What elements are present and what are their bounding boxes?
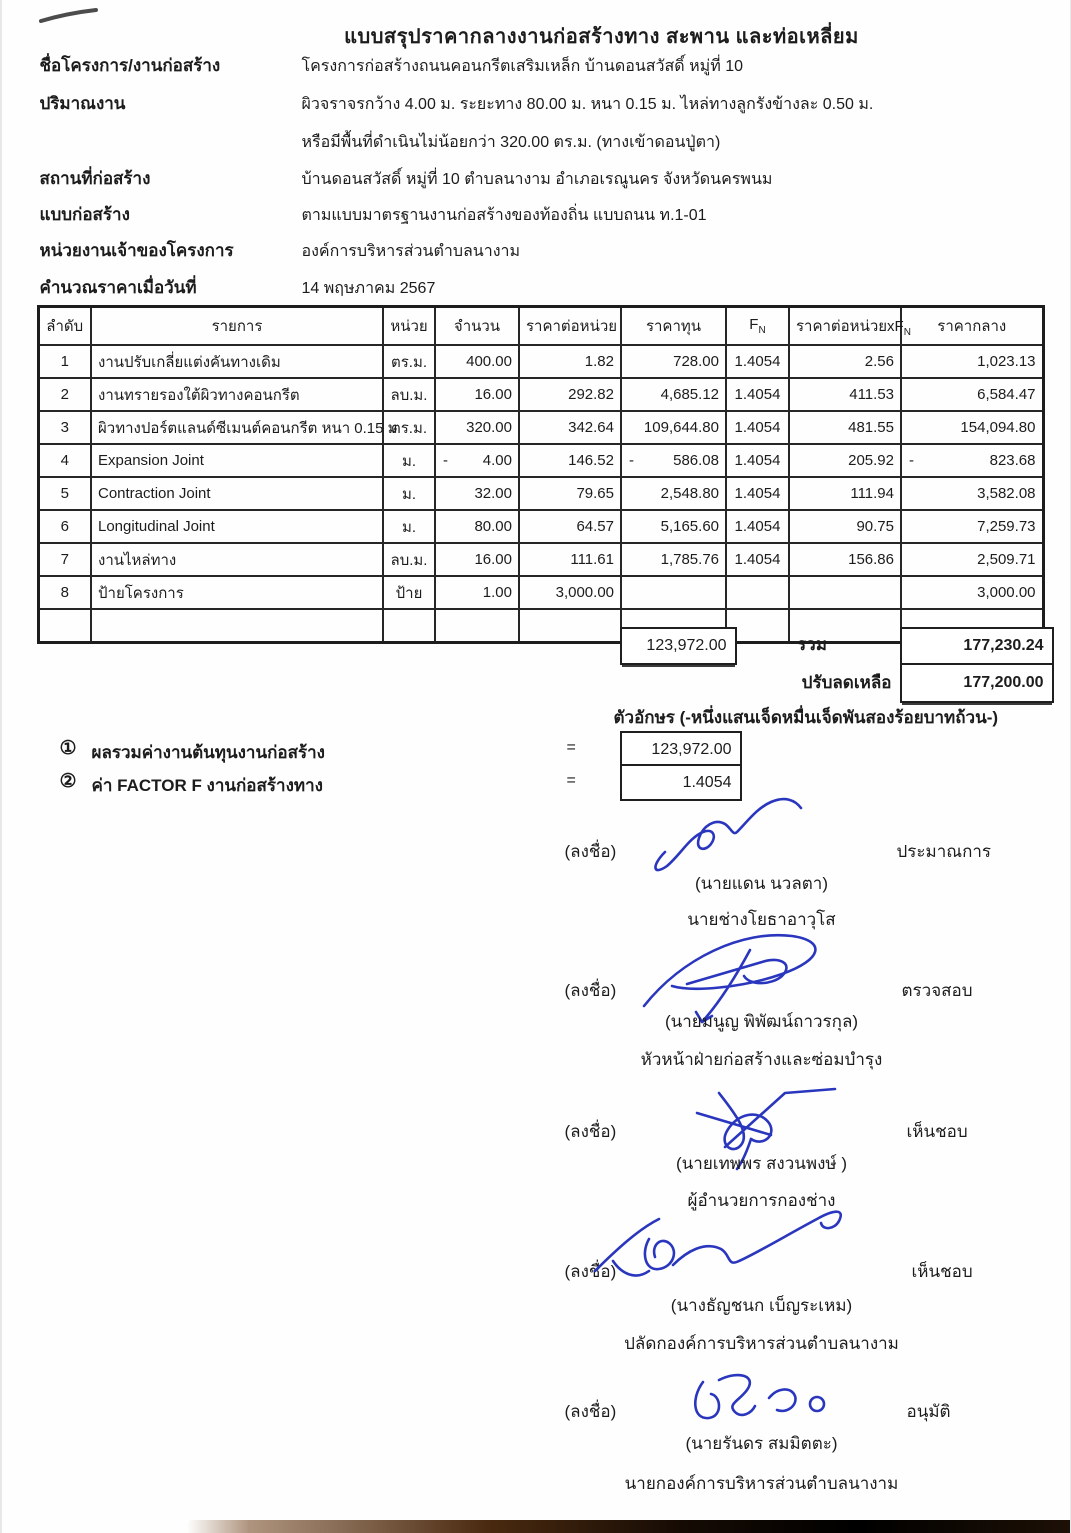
signature-title: หัวหน้าฝ่ายก่อสร้างและซ่อมบำรุง <box>640 1050 883 1069</box>
dash-mark: - <box>629 451 634 469</box>
cell-desc: งานปรับเกลี่ยแต่งคันทางเดิม <box>91 345 383 378</box>
cell-upxf: 111.94 <box>789 477 901 510</box>
photo-edge-strip <box>187 1520 1070 1533</box>
cost-table <box>37 305 1045 644</box>
cell-no: 3 <box>38 411 91 444</box>
cell-no: 8 <box>38 576 91 609</box>
cell-unit: ตร.ม. <box>383 411 435 444</box>
cell-fn: 1.4054 <box>726 411 789 444</box>
cell-desc: งานไหล่ทาง <box>91 543 383 576</box>
note-1-label: ผลรวมค่างานต้นทุนงานก่อสร้าง <box>91 743 325 762</box>
cell-unit: ลบ.ม. <box>383 543 435 576</box>
field-value-project: โครงการก่อสร้างถนนคอนกรีตเสริมเหล็ก บ้านดอนสวัสดิ์ หมู่ที่ 10 <box>301 58 743 75</box>
col-header-unit-price: ราคาต่อหน่วย <box>519 307 621 346</box>
note-2-equals: = <box>566 772 576 789</box>
col-header-cost: ราคาทุน <box>621 307 726 346</box>
cell-unit: ตร.ม. <box>383 345 435 378</box>
field-value-drawing: ตามแบบมาตรฐานงานก่อสร้างของท้องถิ่น แบบถนน ท.1-01 <box>301 207 707 224</box>
table-row <box>38 444 1043 477</box>
cell-upxf <box>789 576 901 609</box>
signature-title: ปลัดกองค์การบริหารส่วนตำบลนางาม <box>624 1334 899 1353</box>
cell-upxf: 156.86 <box>789 543 901 576</box>
cell-mid: 3,582.08 <box>901 477 1043 510</box>
cell-unit-price: 64.57 <box>519 510 621 543</box>
cell-desc: Longitudinal Joint <box>91 510 383 543</box>
col-header-no: ลำดับ <box>38 307 91 346</box>
cell-qty: 400.00 <box>435 345 519 378</box>
cell-unit-price: 79.65 <box>519 477 621 510</box>
signature-title: ผู้อำนวยการกองช่าง <box>687 1191 836 1210</box>
signature-name: (นายแดน นวลตา) <box>695 874 828 893</box>
field-label-location: สถานที่ก่อสร้าง <box>39 169 151 188</box>
field-value-location: บ้านดอนสวัสดิ์ หมู่ที่ 10 ตำบลนางาม อำเภอเรณูนคร จังหวัดนครพนม <box>301 171 773 188</box>
note-2-bullet: ② <box>59 771 77 792</box>
sum-value-box: 177,230.24 <box>900 627 1054 665</box>
signature-name: (นายรันดร สมมิตตะ) <box>685 1434 838 1453</box>
signature-role: เห็นชอบ <box>911 1262 973 1281</box>
cell-no <box>38 609 91 643</box>
cell-cost: 4,685.12 <box>621 378 726 411</box>
cell-unit: ลบ.ม. <box>383 378 435 411</box>
col-header-mid: ราคากลาง <box>901 307 1043 346</box>
cost-sum-box: 123,972.00 <box>620 627 737 665</box>
signature-name: (นางธัญชนก เบ็ญระเหม) <box>670 1296 853 1315</box>
cell-cost: 5,165.60 <box>621 510 726 543</box>
cell-no: 5 <box>38 477 91 510</box>
note-2-value-box: 1.4054 <box>620 764 742 801</box>
field-label-date: คำนวณราคาเมื่อวันที่ <box>39 278 197 297</box>
cell-fn: 1.4054 <box>726 378 789 411</box>
note-1-bullet: ① <box>59 738 77 759</box>
cell-qty: 80.00 <box>435 510 519 543</box>
cell-desc: Contraction Joint <box>91 477 383 510</box>
signature-role: ประมาณการ <box>896 842 992 861</box>
cell-fn: 1.4054 <box>726 345 789 378</box>
cell-cost: 109,644.80 <box>621 411 726 444</box>
field-label-quantity: ปริมาณงาน <box>39 94 126 113</box>
signature-role: อนุมัติ <box>906 1402 951 1421</box>
note-1-equals: = <box>566 739 576 756</box>
sign-label: (ลงชื่อ) <box>564 1262 617 1281</box>
cell-fn: 1.4054 <box>726 477 789 510</box>
col-header-fn: $F_N$ <box>726 307 789 346</box>
table-row <box>38 345 1043 378</box>
field-label-agency: หน่วยงานเจ้าของโครงการ <box>39 241 234 260</box>
cell-qty: - 4.00 <box>435 444 519 477</box>
field-label-project: ชื่อโครงการ/งานก่อสร้าง <box>39 56 221 75</box>
sign-label: (ลงชื่อ) <box>564 842 617 861</box>
signature-role: ตรวจสอบ <box>901 981 973 1000</box>
cell-qty: 320.00 <box>435 411 519 444</box>
field-label-drawing: แบบก่อสร้าง <box>39 205 130 224</box>
cell-mid: 6,584.47 <box>901 378 1043 411</box>
cell-unit-price: 3,000.00 <box>519 576 621 609</box>
cell-no: 2 <box>38 378 91 411</box>
cell-fn <box>726 576 789 609</box>
cell-no: 6 <box>38 510 91 543</box>
cell-qty: 16.00 <box>435 378 519 411</box>
cell-mid: 3,000.00 <box>901 576 1043 609</box>
cell-unit <box>383 609 435 643</box>
cell-mid: 1,023.13 <box>901 345 1043 378</box>
cell-desc: งานทรายรองใต้ผิวทางคอนกรีต <box>91 378 383 411</box>
cell-mid: 2,509.71 <box>901 543 1043 576</box>
cell-mid: 7,259.73 <box>901 510 1043 543</box>
cell-fn: 1.4054 <box>726 543 789 576</box>
document-page <box>2 0 1070 1533</box>
cell-unit-price: 342.64 <box>519 411 621 444</box>
cell-unit-price: 146.52 <box>519 444 621 477</box>
sign-label: (ลงชื่อ) <box>564 1122 617 1141</box>
cell-upxf: 2.56 <box>789 345 901 378</box>
cell-desc: ผิวทางปอร์ตแลนด์ซีเมนต์คอนกรีต หนา 0.15 ม <box>91 411 383 444</box>
cell-unit: ม. <box>383 477 435 510</box>
signature-role: เห็นชอบ <box>906 1122 968 1141</box>
table-header-row <box>38 307 1043 346</box>
cell-cost: 2,548.80 <box>621 477 726 510</box>
cell-no: 1 <box>38 345 91 378</box>
cell-qty <box>435 609 519 643</box>
cell-desc: Expansion Joint <box>91 444 383 477</box>
cell-upxf: 411.53 <box>789 378 901 411</box>
col-header-qty: จำนวน <box>435 307 519 346</box>
cell-qty: 1.00 <box>435 576 519 609</box>
cell-unit-price: 292.82 <box>519 378 621 411</box>
cell-unit-price: 111.61 <box>519 543 621 576</box>
table-row <box>38 411 1043 444</box>
adjusted-value-box: 177,200.00 <box>900 663 1054 703</box>
cell-unit-price: 1.82 <box>519 345 621 378</box>
table-row <box>38 576 1043 609</box>
cell-cost: 1,785.76 <box>621 543 726 576</box>
note-1-value-box: 123,972.00 <box>620 731 742 768</box>
sign-label: (ลงชื่อ) <box>564 981 617 1000</box>
cell-no: 4 <box>38 444 91 477</box>
field-value-quantity: ผิวจราจรกว้าง 4.00 ม. ระยะทาง 80.00 ม. หนา 0.15 ม. ไหล่ทางลูกรังข้างละ 0.50 ม. <box>301 96 874 113</box>
cell-cost: 728.00 <box>621 345 726 378</box>
cell-unit-price <box>519 609 621 643</box>
signature-name: (นายเทพพร สงวนพงษ์ ) <box>675 1154 847 1173</box>
cell-qty: 32.00 <box>435 477 519 510</box>
cell-unit: ป้าย <box>383 576 435 609</box>
cell-unit: ม. <box>383 510 435 543</box>
cell-cost <box>621 576 726 609</box>
cell-fn: 1.4054 <box>726 444 789 477</box>
cell-desc: ป้ายโครงการ <box>91 576 383 609</box>
col-header-unit: หน่วย <box>383 307 435 346</box>
col-header-desc: รายการ <box>91 307 383 346</box>
pen-mark <box>38 6 100 26</box>
note-2-label: ค่า FACTOR F งานก่อสร้างทาง <box>91 776 323 795</box>
table-row <box>38 378 1043 411</box>
dash-mark: - <box>443 451 448 469</box>
cell-mid: 154,094.80 <box>901 411 1043 444</box>
dash-mark: - <box>909 451 914 469</box>
cell-cost: - 586.08 <box>621 444 726 477</box>
table-row <box>38 510 1043 543</box>
field-value-quantity-2: หรือมีพื้นที่ดำเนินไม่น้อยกว่า 320.00 ตร.ม. (ทางเข้าดอนปู่ตา) <box>301 134 721 151</box>
cell-no: 7 <box>38 543 91 576</box>
cell-desc <box>91 609 383 643</box>
table-row <box>38 543 1043 576</box>
field-value-agency: องค์การบริหารส่วนตำบลนางาม <box>301 243 521 260</box>
cell-upxf: 481.55 <box>789 411 901 444</box>
signature-name: (นายมนูญ พิพัฒน์ถาวรกุล) <box>664 1012 859 1031</box>
col-header-upxf: ราคาต่อหน่วย$xF_N$ <box>789 307 901 346</box>
table-row <box>38 477 1043 510</box>
field-value-date: 14 พฤษภาคม 2567 <box>301 280 436 297</box>
cell-upxf: 205.92 <box>789 444 901 477</box>
cell-unit: ม. <box>383 444 435 477</box>
cell-fn: 1.4054 <box>726 510 789 543</box>
signature-title: นายกองค์การบริหารส่วนตำบลนางาม <box>624 1474 899 1493</box>
page-title: แบบสรุปราคากลางงานก่อสร้างทาง สะพาน และท่อเหลี่ยม <box>344 26 859 48</box>
signature-title: นายช่างโยธาอาวุโส <box>687 910 836 929</box>
adjusted-label: ปรับลดเหลือ <box>801 672 892 692</box>
cell-mid: - 823.68 <box>901 444 1043 477</box>
signature-1 <box>647 792 867 877</box>
amount-in-words: ตัวอักษร (-หนึ่งแสนเจ็ดหมื่นเจ็ดพันสองร้อยบาทถ้วน-) <box>613 708 999 727</box>
cell-upxf: 90.75 <box>789 510 901 543</box>
sign-label: (ลงชื่อ) <box>564 1402 617 1421</box>
cell-qty: 16.00 <box>435 543 519 576</box>
sum-label: รวม <box>797 634 827 654</box>
